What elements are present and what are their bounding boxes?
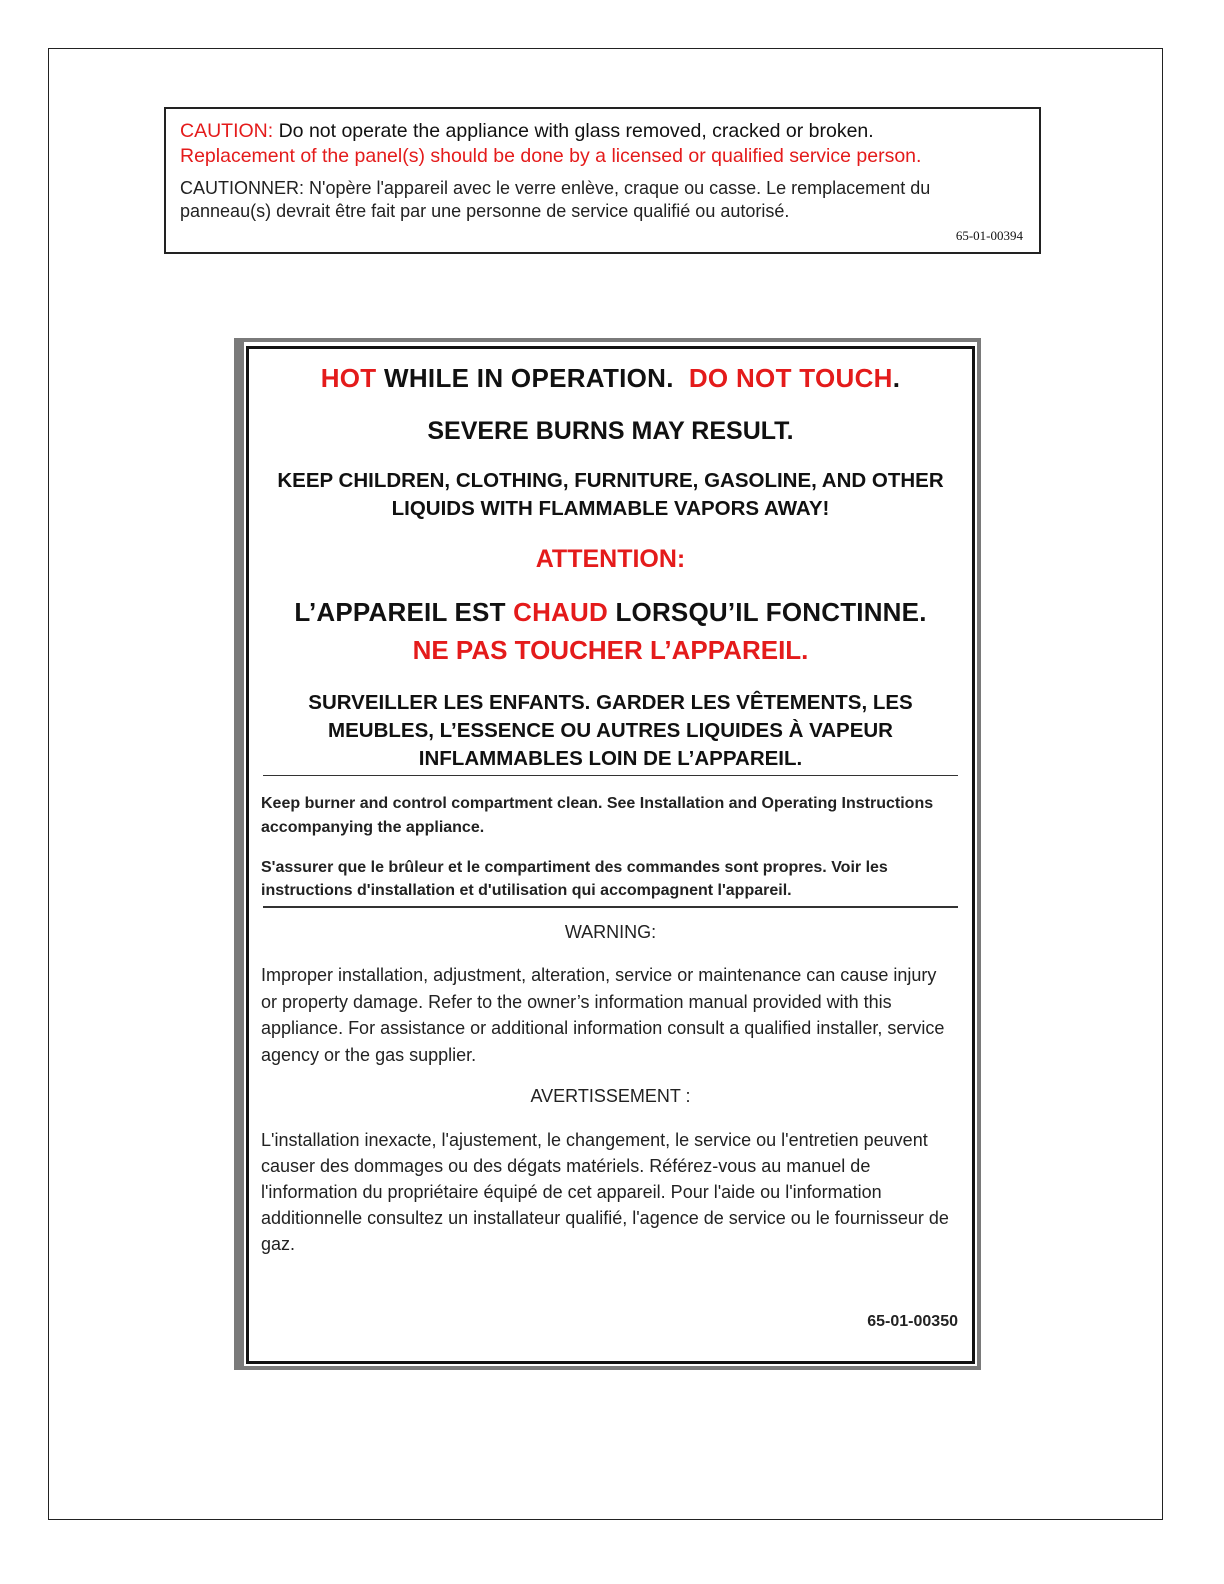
while-in-operation: WHILE IN OPERATION. bbox=[384, 363, 674, 393]
caution-code: 65-01-00394 bbox=[955, 228, 1023, 243]
french-hot-line bbox=[249, 597, 972, 628]
fr-line1-b: LORSQU’IL FONCTINNE. bbox=[615, 597, 927, 627]
caution-french: CAUTIONNER: N'opère l'appareil avec le verre enlève, craque ou casse. Le remplacement du panneau(s) devrait être fait par une personne de service qualifié ou autorisé. bbox=[180, 178, 931, 221]
keep-away-text: KEEP CHILDREN, CLOTHING, FURNITURE, GASOLINE, AND OTHER LIQUIDS WITH FLAMMABLE VAPORS AWAY! bbox=[277, 469, 944, 520]
hot-label-inner bbox=[246, 346, 975, 1364]
fr-line1-a: L’APPAREIL EST bbox=[294, 597, 506, 627]
divider bbox=[263, 906, 958, 908]
avertissement-heading: AVERTISSEMENT : bbox=[530, 1086, 691, 1106]
caution-line2: Replacement of the panel(s) should be done by a licensed or qualified service person. bbox=[180, 145, 922, 167]
do-not-touch: DO NOT TOUCH bbox=[688, 363, 893, 393]
caution-word: CAUTION: bbox=[180, 120, 274, 142]
keep-clean-text: Keep burner and control compartment clean. See Installation and Operating Instructions accompanying the appliance. bbox=[261, 795, 934, 836]
chaud-word: CHAUD bbox=[513, 597, 608, 627]
avertissement-text: L'installation inexacte, l'ajustement, le changement, le service ou l'entretien peuvent causer des dommages ou des dégats matériels. Référez-vous au manuel de l'information du propriétaire équipé de cet appareil. Pour l'aide ou l'information additionnelle consultez un installateur qualifié, l'agence de service ou le fournisseur de gaz. bbox=[261, 1130, 949, 1254]
warning-heading: WARNING: bbox=[564, 922, 657, 942]
ne-pas-toucher: NE PAS TOUCHER L’APPAREIL. bbox=[412, 635, 809, 665]
attention-heading: ATTENTION: bbox=[535, 545, 686, 573]
headline-period: . bbox=[892, 363, 901, 393]
warning-text: Improper installation, adjustment, alteration, service or maintenance can cause injury or property damage. Refer to the owner’s information manual provided with this appliance. For assistance or additional information consult a qualified installer, service agency or the gas supplier. bbox=[261, 965, 945, 1065]
caution-english bbox=[180, 119, 1025, 169]
sassurer-text: S'assurer que le brûleur et le compartiment des commandes sont propres. Voir les instructions d'installation et d'utilisation qui accompagnent l'appareil. bbox=[261, 859, 888, 899]
caution-line1: Do not operate the appliance with glass removed, cracked or broken. bbox=[278, 120, 874, 142]
hot-headline bbox=[249, 363, 972, 394]
caution-label bbox=[164, 107, 1041, 254]
hot-warning-label bbox=[234, 338, 981, 1370]
surveiller-text: SURVEILLER LES ENFANTS. GARDER LES VÊTEMENTS, LES MEUBLES, L’ESSENCE OU AUTRES LIQUIDES À VAPEUR INFLAMMABLES LOIN DE L’APPAREIL. bbox=[308, 691, 913, 770]
divider bbox=[263, 775, 958, 776]
hot-label-code: 65-01-00350 bbox=[867, 1313, 958, 1330]
severe-burns: SEVERE BURNS MAY RESULT. bbox=[427, 417, 794, 445]
hot-word: HOT bbox=[320, 363, 377, 393]
